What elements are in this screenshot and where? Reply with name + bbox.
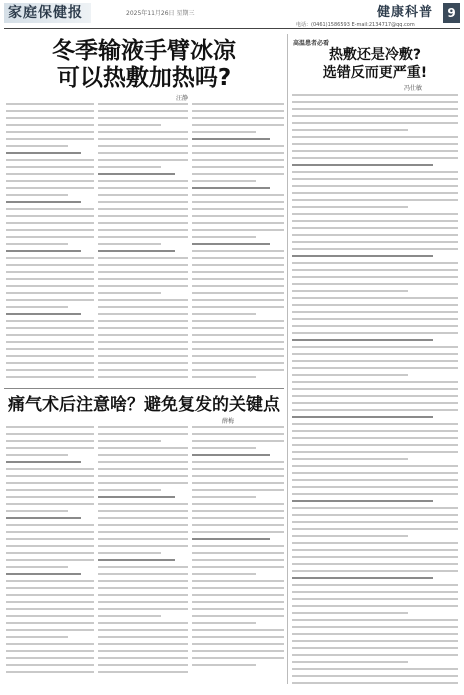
article2-col1 bbox=[292, 94, 458, 684]
article3-col1 bbox=[6, 426, 94, 684]
date-line: 2025年11月26日 星期三 bbox=[126, 10, 195, 17]
article1-title-line1: 冬季输液手臂冰凉 bbox=[52, 38, 236, 64]
article2-kicker: 高温患者必看 bbox=[293, 40, 330, 47]
article3-title: 痛气术后注意啥？避免复发的关键点 bbox=[8, 395, 280, 415]
article1-col1 bbox=[6, 103, 94, 385]
article-separator bbox=[4, 388, 284, 389]
article1-byline: 汪静 bbox=[176, 95, 189, 102]
section-title-right: 健康科普 bbox=[377, 5, 434, 20]
article2-title-line1: 热敷还是冷敷? bbox=[328, 47, 422, 63]
masthead-rule bbox=[4, 28, 460, 29]
article3-col3 bbox=[192, 426, 284, 676]
article2-byline: 冯仕敏 bbox=[404, 85, 423, 92]
article3-byline: 薛梅 bbox=[222, 418, 235, 425]
article3-col2 bbox=[98, 426, 188, 684]
contact-line: 电话：(0461)1586593 E-mail:2134717@qq.com bbox=[296, 22, 415, 28]
article1-col3 bbox=[192, 103, 284, 385]
article1-col2 bbox=[98, 103, 188, 385]
column-divider bbox=[287, 34, 288, 684]
article1-title-line2: 可以热敷加热吗? bbox=[56, 65, 232, 91]
section-title-left: 家庭保健报 bbox=[4, 3, 91, 23]
masthead bbox=[0, 0, 464, 30]
article2-title-line2: 选错反而更严重! bbox=[322, 65, 428, 81]
page-number: 9 bbox=[443, 3, 460, 23]
